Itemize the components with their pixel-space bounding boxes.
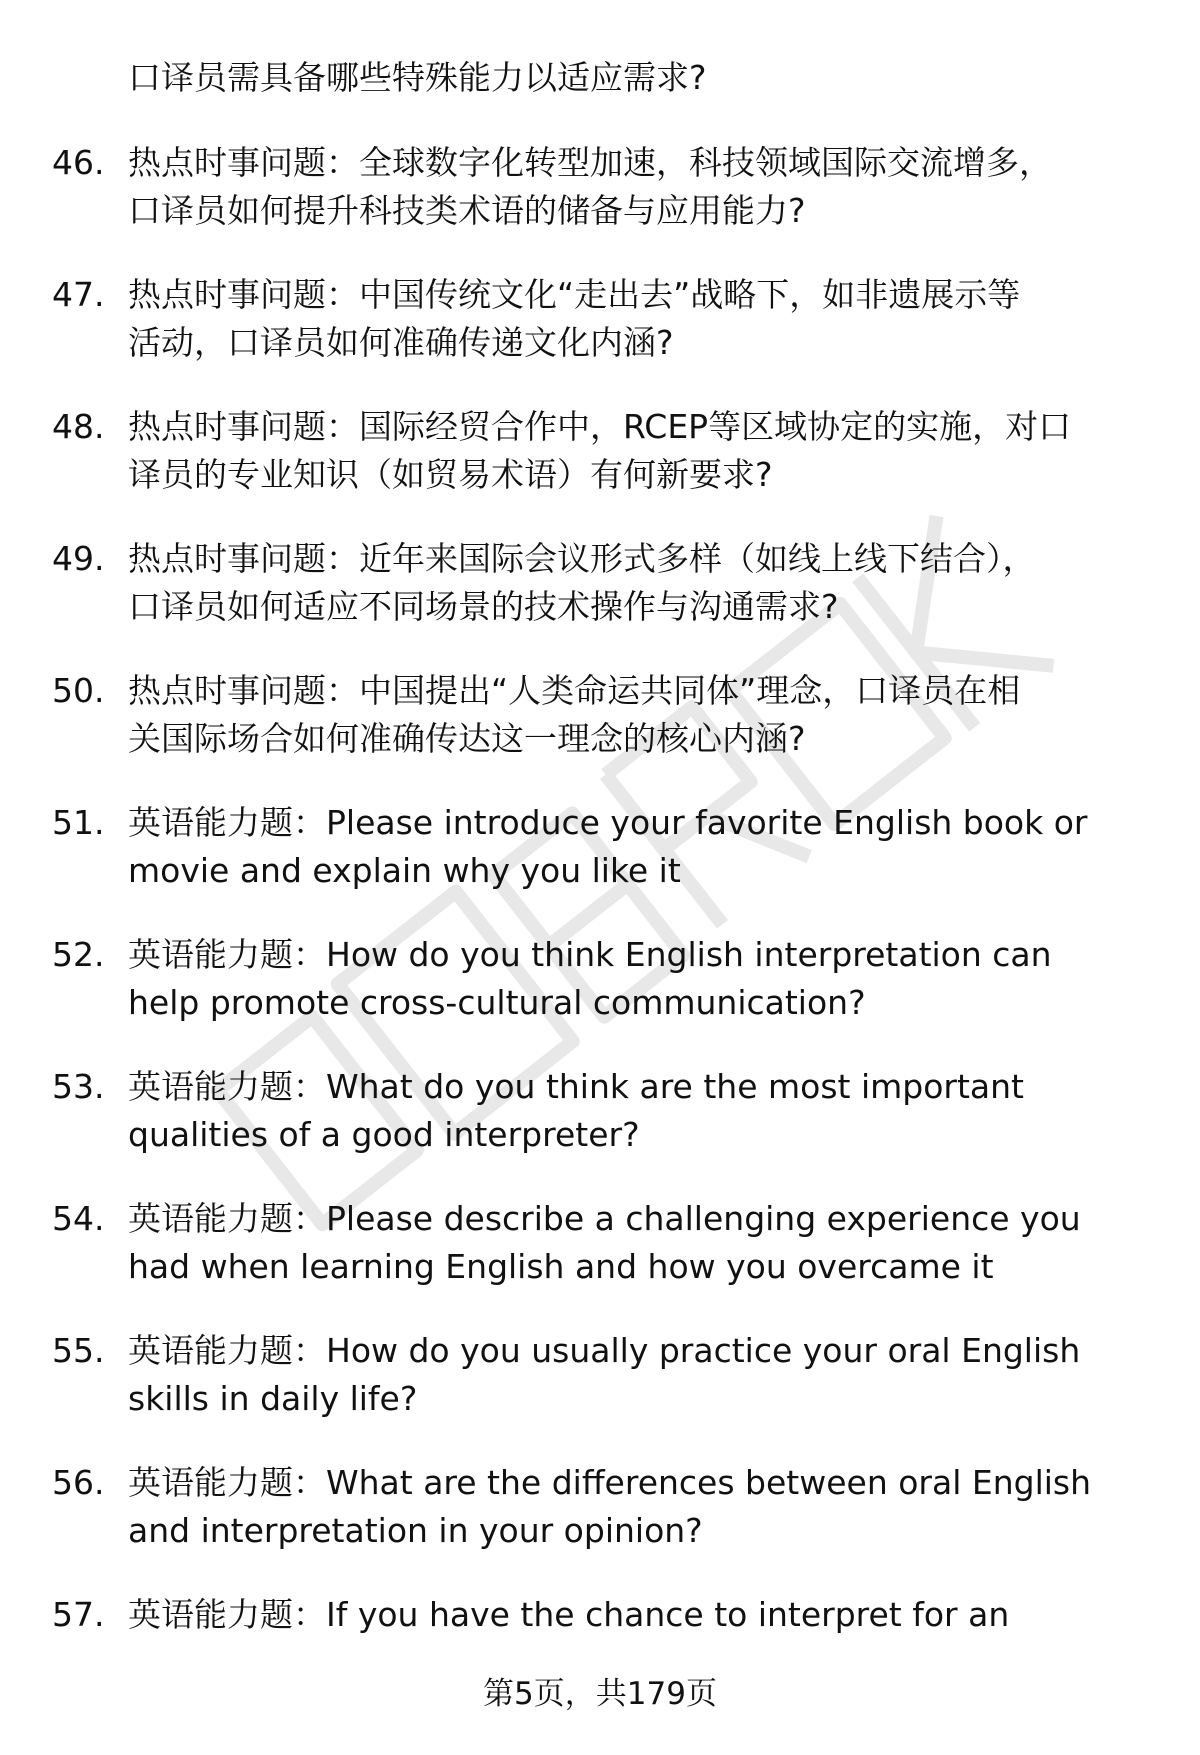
question-text-line: 英语能力题：What do you think are the most important [128,1067,1024,1106]
question-text-line: 英语能力题：Please describe a challenging experience you [128,1199,1081,1238]
question-list [0,139,1200,1723]
question-text-line: movie and explain why you like it [128,851,681,890]
question-text-line: 活动，口译员如何准确传递文化内涵? [128,323,674,362]
question-text-line: qualities of a good interpreter? [128,1115,640,1154]
question-text [128,1459,1168,1555]
question-text-line: 热点时事问题：近年来国际会议形式多样（如线上线下结合）， [128,539,1036,578]
question-item [0,1063,1200,1195]
question-text [128,667,1168,763]
question-text-line: 口译员如何提升科技类术语的储备与应用能力? [128,191,806,230]
question-number: 47. [52,275,105,314]
question-item [0,1195,1200,1327]
question-text-line: 译员的专业知识（如贸易术语）有何新要求? [128,455,773,494]
question-number: 52. [52,935,105,974]
question-text-line: 热点时事问题：中国提出“人类命运共同体”理念，口译员在相 [128,671,1021,710]
question-item [0,1327,1200,1459]
question-text-line: and interpretation in your opinion? [128,1511,703,1550]
question-item [0,535,1200,667]
question-text-line: 英语能力题：How do you usually practice your oral English [128,1331,1081,1370]
continued-question-line: 口译员需具备哪些特殊能力以适应需求? [128,58,707,97]
question-text [128,1327,1168,1423]
question-number: 51. [52,803,105,842]
question-text [128,931,1168,1027]
question-number: 57. [52,1595,105,1634]
question-text-line: 英语能力题：If you have the chance to interpret for an [128,1595,1010,1634]
question-text [128,1195,1168,1291]
question-text-line: 关国际场合如何准确传达这一理念的核心内涵? [128,719,806,758]
question-text [128,271,1168,367]
question-item [0,931,1200,1063]
question-text [128,799,1168,895]
question-number: 48. [52,407,105,446]
question-text-line: 英语能力题：Please introduce your favorite English book or [128,803,1088,842]
question-text [128,1063,1168,1159]
page-number-footer: 第5页，共179页 [483,1676,717,1712]
question-item [0,271,1200,403]
question-text-line: 热点时事问题：国际经贸合作中，RCEP等区域协定的实施，对口 [128,407,1072,446]
question-number: 55. [52,1331,105,1370]
question-number: 49. [52,539,105,578]
question-text-line: 口译员如何适应不同场景的技术操作与沟通需求? [128,587,839,626]
question-text-line: had when learning English and how you overcame it [128,1247,994,1286]
question-number: 56. [52,1463,105,1502]
question-text [128,403,1168,499]
question-text [128,1591,1168,1639]
question-text [128,139,1168,235]
question-number: 53. [52,1067,105,1106]
question-number: 46. [52,143,105,182]
question-item [0,1459,1200,1591]
question-number: 54. [52,1199,105,1238]
question-text [128,535,1168,631]
question-text-line: 热点时事问题：全球数字化转型加速，科技领域国际交流增多， [128,143,1052,182]
question-item [0,799,1200,931]
question-text-line: 热点时事问题：中国传统文化“走出去”战略下，如非遗展示等 [128,275,1021,314]
question-text-line: 英语能力题：What are the differences between oral English [128,1463,1092,1502]
question-item [0,139,1200,271]
question-item [0,403,1200,535]
question-number: 50. [52,671,105,710]
question-text-line: 英语能力题：How do you think English interpretation can [128,935,1052,974]
question-text-line: help promote cross-cultural communication? [128,983,866,1022]
question-text-line: skills in daily life? [128,1379,418,1418]
question-item [0,667,1200,799]
